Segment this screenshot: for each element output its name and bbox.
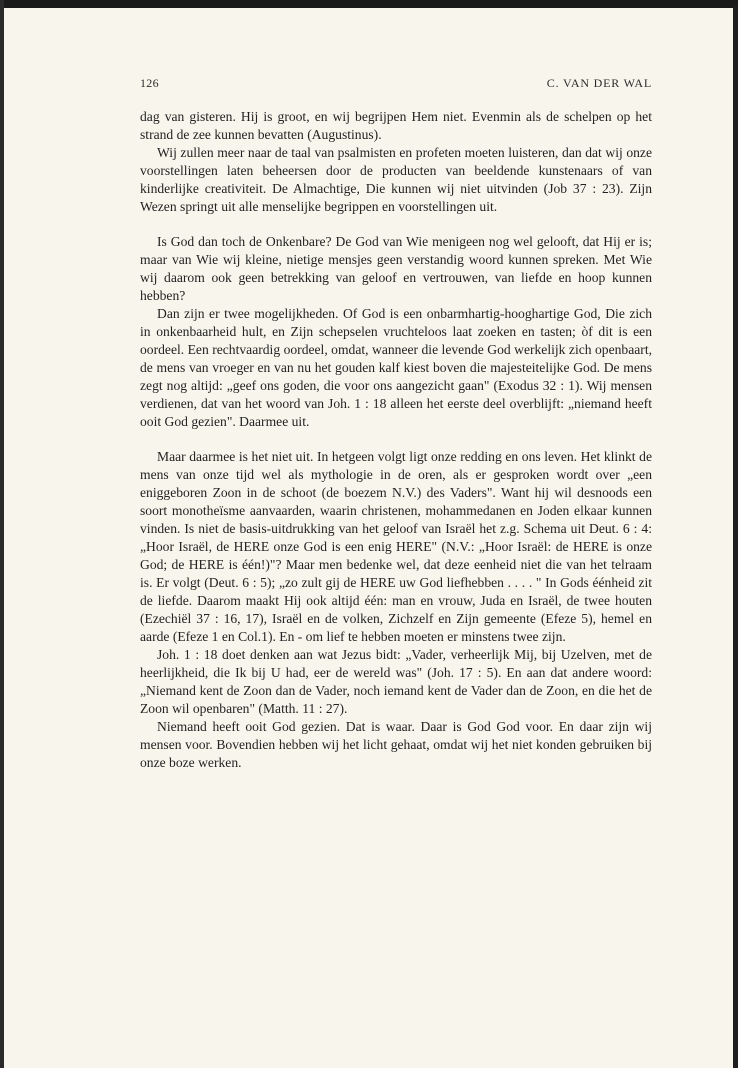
paragraph: Dan zijn er twee mogelijkheden. Of God is een onbarmhartig-hooghartige God, Die zich in onkenbaarheid hult, en Zijn schepselen vruchteloos laat zoeken en tasten; òf dit is een oordeel. Een rechtvaardig oordeel, omdat, wanneer die levende God werkelijk zich openbaart, de mens van vroeger en van nu het gouden kalf kiest boven die majesteitelijke God. De mens zegt nog altijd: „geef ons goden, die voor ons aangezicht gaan" (Exodus 32 : 1). Wij mensen verdienen, dat van het woord van Joh. 1 : 18 alleen het eerste deel overblijft: „niemand heeft ooit God gezien". Daarmee uit. — [140, 306, 652, 429]
paragraph: Wij zullen meer naar de taal van psalmisten en profeten moeten luisteren, dan dat wij onze voorstellingen laten beheersen door de producten van beeldende kunstenaars of van kinderlijke creativiteit. De Almachtige, Die kunnen wij niet uitvinden (Job 37 : 23). Zijn Wezen springt uit alle menselijke begrippen en voorstellingen uit. — [140, 145, 652, 214]
body-text — [140, 108, 652, 772]
paragraph: Joh. 1 : 18 doet denken aan wat Jezus bidt: „Vader, verheerlijk Mij, bij Uzelven, met de heerlijkheid, die Ik bij U had, eer de wereld was" (Joh. 17 : 5). En aan dat andere woord: „Niemand kent de Zoon dan de Vader, noch iemand kent de Vader dan de Zoon, en die het de Zoon wil openbaren" (Matth. 11 : 27). — [140, 647, 652, 716]
paragraph: Niemand heeft ooit God gezien. Dat is waar. Daar is God God voor. En daar zijn wij mensen voor. Bovendien hebben wij het licht gehaat, omdat wij het niet konden gebruiken bij onze boze werken. — [140, 719, 652, 770]
paragraph: dag van gisteren. Hij is groot, en wij begrijpen Hem niet. Evenmin als de schelpen op het strand de zee kunnen bevatten (Augustinus). — [140, 109, 652, 142]
scan-edge-left — [0, 0, 4, 1068]
scan-edge-top — [0, 0, 738, 8]
page-number: 126 — [140, 76, 159, 90]
paragraph: Is God dan toch de Onkenbare? De God van Wie menigeen nog wel gelooft, dat Hij er is; maar van Wie wij kleine, nietige mensjes geen verstandig woord kunnen spreken. Met Wie wij daarom ook geen betrekking van geloof en vertrouwen, van liefde en hoop kunnen hebben? — [140, 234, 652, 303]
paragraph: Maar daarmee is het niet uit. In hetgeen volgt ligt onze redding en ons leven. Het klinkt de mens van onze tijd wel als mythologie in de oren, als er gesproken wordt over „een eniggeboren Zoon in de schoot (de boezem N.V.) des Vaders". Want hij wil desnoods een soort monotheïsme aanvaarden, waarin christenen, mohammedanen en Joden elkaar kunnen vinden. Is niet de basis-uitdrukking van het geloof van Israël het z.g. Schema uit Deut. 6 : 4: „Hoor Israël, de HERE onze God is een enig HERE" (N.V.: „Hoor Israël: de HERE is onze God; de HERE is één!)"? Maar men bedenke wel, dat deze eenheid niet die van het telraam is. Er volgt (Deut. 6 : 5); „zo zult gij de HERE uw God liefhebben . . . . " In Gods éénheid zit de liefde. Daarom maakt Hij ook altijd één: man en vrouw, Juda en Israël, de twee houten (Ezechiël 37 : 16, 17), Israël en de volken, Zichzelf en Zijn gemeente (Efeze 5), hemel en aarde (Efeze 1 en Col.1). En - om lief te hebben moeten er minstens twee zijn. — [140, 449, 652, 644]
scan-edge-right — [733, 6, 738, 1068]
running-head: C. VAN DER WAL — [546, 76, 652, 90]
